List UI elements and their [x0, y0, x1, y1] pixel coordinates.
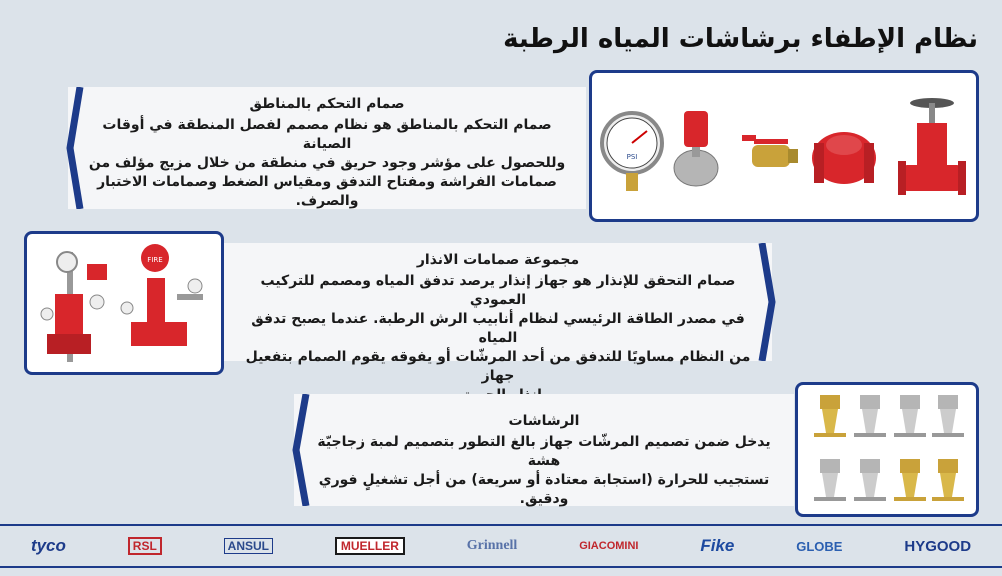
sprinkler-head-icon [894, 395, 926, 437]
alarm-sign-label: FIRE [147, 256, 163, 264]
gate-valve-icon [898, 98, 966, 195]
sprinkler-head-icon [854, 395, 886, 437]
zone-control-line-3: صمامات الفراشة ومفتاح التدفق ومقياس الضغط وصمامات الاختبار [97, 174, 557, 190]
chevron-left-icon [66, 87, 84, 209]
sprinklers-line-2: تستجيب للحرارة (استجابة معتادة أو سريعة) من أجل تشغيلٍ فوري [318, 472, 770, 488]
brand-logo-ansul: ANSUL [224, 538, 273, 554]
zone-control-card [68, 87, 586, 209]
zone-control-line-1: صمام التحكم بالمناطق هو نظام مصمم لفصل المنطقة في أوقات الصيانة [102, 117, 552, 152]
sprinkler-head-icon [814, 459, 846, 501]
brand-logo-globe: GLOBE [796, 538, 843, 554]
alarm-valve-assembly-icon [41, 252, 107, 362]
zone-control-line-4: والصرف. [295, 193, 359, 209]
brand-logo-hygood: HYGOOD [904, 537, 972, 555]
sprinkler-head-icon [814, 395, 846, 437]
ball-valve-icon [742, 135, 798, 167]
brand-logo-giacomini: GIACOMINI [579, 540, 639, 552]
sprinkler-head-icon [894, 459, 926, 501]
alarm-valves-card [224, 243, 772, 384]
sprinkler-head-icon [932, 395, 964, 437]
zone-control-line-2: وللحصول على مؤشر وجود حريق في منطقة من خلال مزيج مؤلف من [88, 155, 566, 171]
sprinklers-line-3: ودقيق. [519, 491, 569, 507]
zone-control-heading: صمام التحكم بالمناطق [249, 96, 405, 112]
sprinklers-heading: الرشاشات [508, 413, 580, 429]
alarm-valves-line-2: في مصدر الطاقة الرئيسي لنظام أنابيب الرش الرطبة. عندما يصبح تدفق المياه [251, 311, 745, 346]
page-title: نظام الإطفاء برشاشات المياه الرطبة [503, 24, 978, 54]
sprinkler-head-icon [932, 459, 964, 501]
sprinkler-head-icon [854, 459, 886, 501]
sprinklers-image [795, 382, 979, 517]
alarm-bell-valve-icon [121, 244, 203, 346]
sprinklers-line-1: يدخل ضمن تصميم المرشّات جهاز بالغ التطور بتصميم لمبة زجاجيّة هشة [317, 434, 771, 469]
flow-switch-icon [674, 111, 718, 186]
check-valve-icon [812, 132, 876, 184]
chevron-left-icon [292, 394, 310, 506]
chevron-right-icon [758, 243, 776, 361]
gauge-label: PSI [626, 153, 638, 161]
alarm-valves-heading: مجموعة صمامات الانذار [416, 252, 580, 268]
brand-logo-tyco: tyco [30, 536, 66, 555]
alarm-valves-image [24, 231, 224, 375]
alarm-valves-line-1: صمام التحقق للإنذار هو جهاز إنذار يرصد تدفق المياه ومصمم للتركيب العمودي [260, 273, 736, 308]
alarm-valves-line-3: من النظام مساويًا للتدفق من أحد المرشّات أو يفوقه يقوم الصمام بتفعيل جهاز [245, 349, 751, 384]
sprinklers-card [294, 394, 794, 506]
brand-logo-grinnell: Grinnell [466, 538, 518, 553]
brand-logo-strip [0, 524, 1002, 568]
brand-logo-fike: Fike [700, 536, 735, 555]
brand-logo-rsl: RSL [128, 537, 162, 555]
brand-logo-mueller: MUELLER [335, 537, 405, 555]
pressure-gauge-icon [602, 113, 662, 191]
zone-control-valves-image [589, 70, 979, 222]
